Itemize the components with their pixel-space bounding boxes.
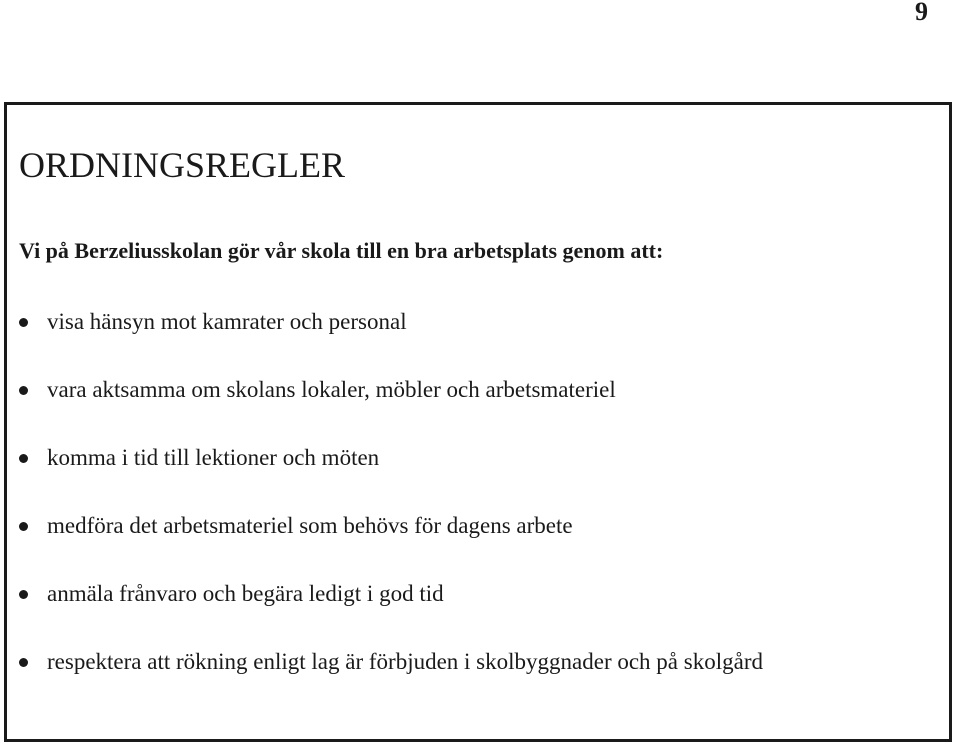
bullet-icon bbox=[19, 318, 28, 327]
list-item bbox=[19, 377, 763, 445]
rules-frame bbox=[4, 102, 952, 742]
bullet-icon bbox=[19, 522, 28, 531]
bullet-icon bbox=[19, 454, 28, 463]
intro-text: Vi på Berzeliusskolan gör vår skola till en bra arbetsplats genom att: bbox=[19, 238, 664, 263]
rules-list bbox=[19, 309, 763, 717]
page-title: ORDNINGSREGLER bbox=[19, 145, 346, 185]
rule-text: visa hänsyn mot kamrater och personal bbox=[47, 309, 407, 334]
bullet-icon bbox=[19, 386, 28, 395]
list-item bbox=[19, 649, 763, 717]
bullet-icon bbox=[19, 590, 28, 599]
bullet-icon bbox=[19, 658, 28, 667]
rule-text: vara aktsamma om skolans lokaler, möbler och arbetsmateriel bbox=[47, 377, 616, 402]
rule-text: medföra det arbetsmateriel som behövs för dagens arbete bbox=[47, 513, 573, 538]
rule-text: respektera att rökning enligt lag är förbjuden i skolbyggnader och på skolgård bbox=[47, 649, 763, 674]
page-number: 9 bbox=[915, 0, 928, 26]
rule-text: komma i tid till lektioner och möten bbox=[47, 445, 380, 470]
rule-text: anmäla frånvaro och begära ledigt i god tid bbox=[47, 581, 444, 606]
list-item bbox=[19, 309, 763, 377]
list-item bbox=[19, 445, 763, 513]
list-item bbox=[19, 581, 763, 649]
list-item bbox=[19, 513, 763, 581]
